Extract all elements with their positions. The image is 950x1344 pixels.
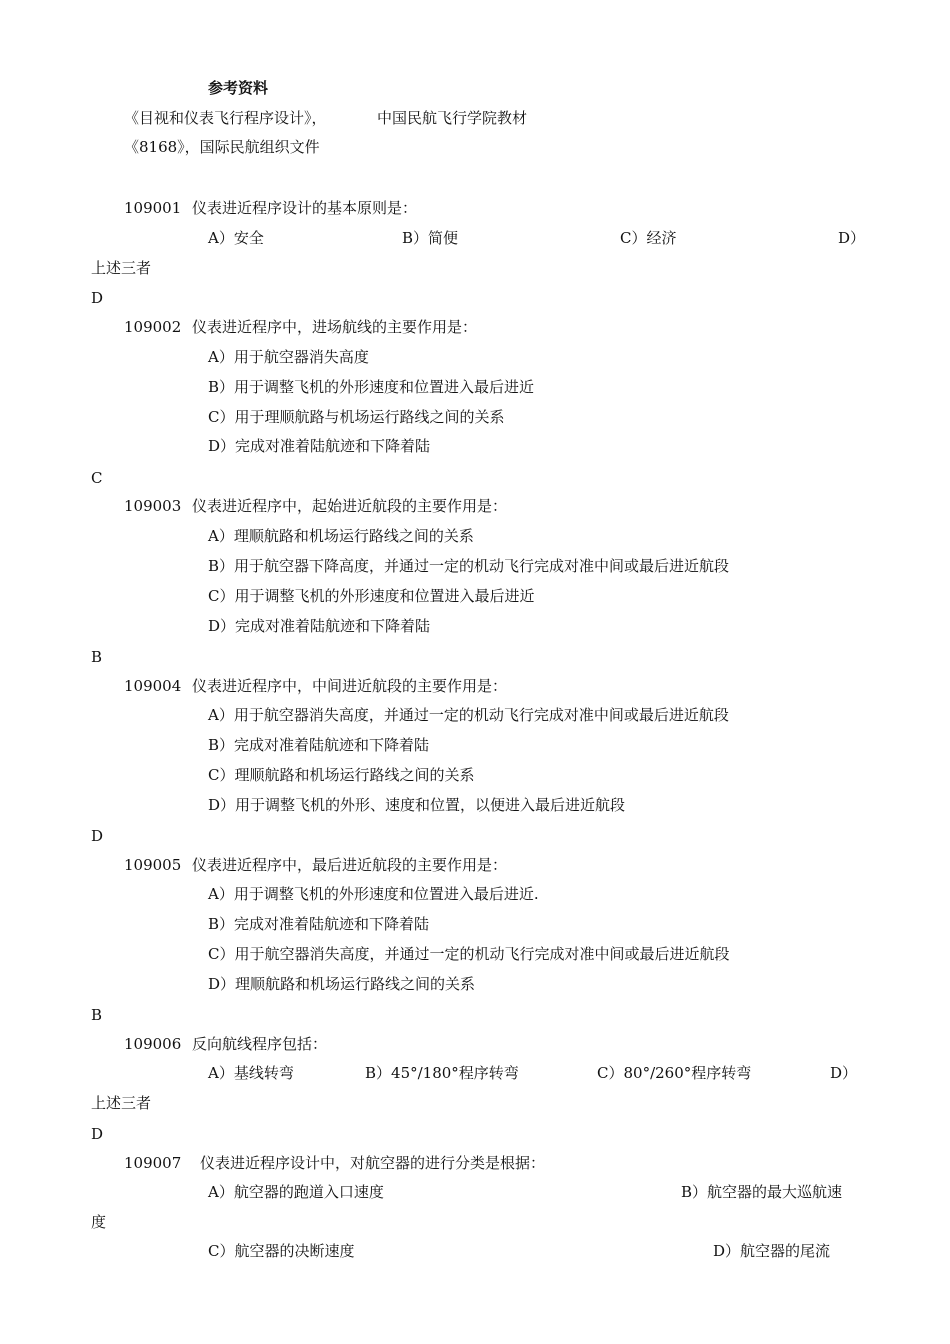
- option-c: C）用于理顺航路与机场运行路线之间的关系: [208, 408, 505, 426]
- answer: C: [91, 469, 103, 487]
- option-b: B）用于调整飞机的外形速度和位置进入最后进近: [208, 378, 535, 396]
- answer: D: [91, 827, 104, 845]
- question-text: 反向航线程序包括：: [192, 1035, 328, 1053]
- option-d: D）航空器的尾流: [713, 1242, 831, 1260]
- option-b: B）45°/180°程序转弯: [365, 1064, 519, 1082]
- references-heading: 参考资料: [208, 79, 269, 97]
- question-text: 仪表进近程序中，中间进近航段的主要作用是：: [192, 677, 508, 695]
- option-a: A）用于航空器消失高度，并通过一定的机动飞行完成对准中间或最后进近航段: [208, 706, 729, 724]
- option-c: C）80°/260°程序转弯: [597, 1064, 752, 1082]
- option-b: B）简便: [402, 229, 459, 247]
- option-c: C）经济: [620, 229, 677, 247]
- option-a: A）航空器的跑道入口速度: [208, 1183, 384, 1201]
- option-b-wrap: 度: [91, 1213, 107, 1231]
- option-c: C）理顺航路和机场运行路线之间的关系: [208, 766, 475, 784]
- option-d-wrap: 上述三者: [91, 1094, 152, 1112]
- question-id: 109004: [124, 677, 182, 695]
- question-text: 仪表进近程序设计中，对航空器的进行分类是根据：: [200, 1154, 546, 1172]
- option-b: B）航空器的最大巡航速: [681, 1183, 843, 1201]
- option-a: A）安全: [208, 229, 264, 247]
- option-a: A）用于调整飞机的外形速度和位置进入最后进近.: [208, 885, 539, 903]
- question-text: 仪表进近程序中，最后进近航段的主要作用是：: [192, 856, 508, 874]
- reference-line-1-source: 中国民航飞行学院教材: [377, 109, 528, 127]
- option-b: B）完成对准着陆航迹和下降着陆: [208, 736, 430, 754]
- option-b: B）完成对准着陆航迹和下降着陆: [208, 915, 430, 933]
- answer: D: [91, 289, 104, 307]
- question-id: 109007: [124, 1154, 182, 1172]
- answer: B: [91, 648, 103, 666]
- option-a: A）基线转弯: [208, 1064, 294, 1082]
- option-d-wrap: 上述三者: [91, 259, 152, 277]
- option-d: D）用于调整飞机的外形、速度和位置，以便进入最后进近航段: [208, 796, 626, 814]
- option-a: A）用于航空器消失高度: [208, 348, 369, 366]
- option-d: D）: [830, 1064, 858, 1082]
- answer: D: [91, 1125, 104, 1143]
- reference-line-1-title: 《目视和仪表飞行程序设计》，: [124, 109, 327, 127]
- answer: B: [91, 1006, 103, 1024]
- option-a: A）理顺航路和机场运行路线之间的关系: [208, 527, 474, 545]
- option-d: D）完成对准着陆航迹和下降着陆: [208, 437, 431, 455]
- question-id: 109006: [124, 1035, 182, 1053]
- question-text: 仪表进近程序中，起始进近航段的主要作用是：: [192, 497, 508, 515]
- question-id: 109002: [124, 318, 182, 336]
- option-d: D）: [838, 229, 866, 247]
- option-c: C）用于调整飞机的外形速度和位置进入最后进近: [208, 587, 535, 605]
- question-id: 109005: [124, 856, 182, 874]
- question-id: 109003: [124, 497, 182, 515]
- question-id: 109001: [124, 199, 182, 217]
- reference-line-2: 《8168》，国际民航组织文件: [124, 138, 320, 156]
- option-d: D）理顺航路和机场运行路线之间的关系: [208, 975, 476, 993]
- question-text: 仪表进近程序设计的基本原则是：: [192, 199, 418, 217]
- option-d: D）完成对准着陆航迹和下降着陆: [208, 617, 431, 635]
- question-text: 仪表进近程序中，进场航线的主要作用是：: [192, 318, 478, 336]
- option-c: C）航空器的决断速度: [208, 1242, 355, 1260]
- option-b: B）用于航空器下降高度，并通过一定的机动飞行完成对准中间或最后进近航段: [208, 557, 730, 575]
- option-c: C）用于航空器消失高度，并通过一定的机动飞行完成对准中间或最后进近航段: [208, 945, 730, 963]
